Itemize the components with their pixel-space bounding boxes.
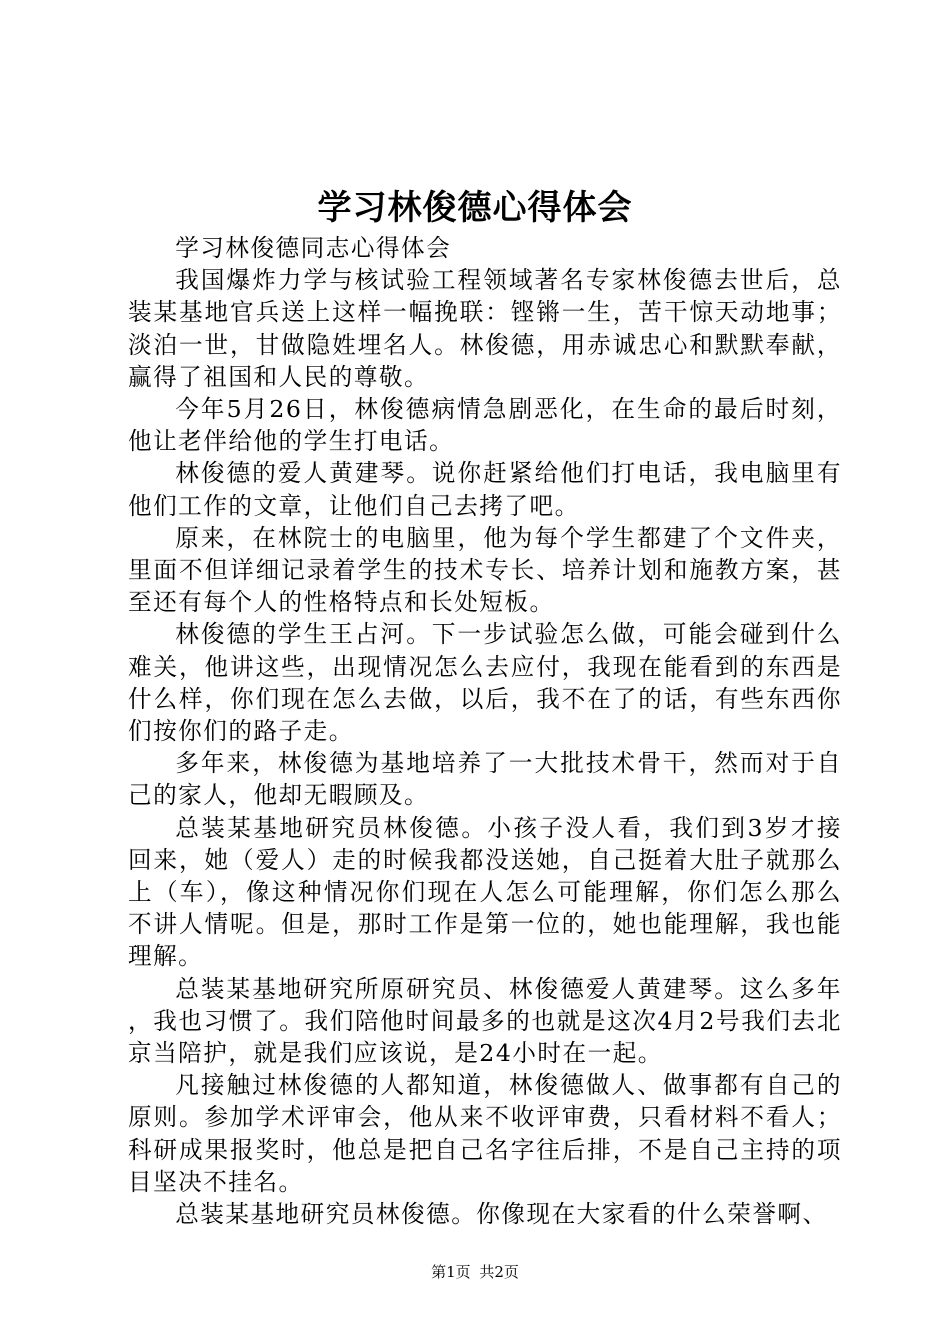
body-paragraph: 总装某基地研究员林俊德。你像现在大家看的什么荣誉啊、 xyxy=(175,1200,828,1229)
body-paragraph: 林俊德的爱人黄建琴。说你赶紧给他们打电话，我电脑里有他们工作的文章，让他们自己去拷了吧。 xyxy=(128,459,842,520)
body-paragraph: 林俊德的学生王占河。下一步试验怎么做，可能会碰到什么难关，他讲这些，出现情况怎么去应付，我现在能看到的东西是什么样，你们现在怎么去做，以后，我不在了的话，有些东西你们按你们的路子走。 xyxy=(128,620,842,746)
body-paragraph: 今年5月26日，林俊德病情急剧恶化，在生命的最后时刻，他让老伴给他的学生打电话。 xyxy=(128,395,842,456)
page-total: 共2页 xyxy=(479,1263,519,1281)
body-paragraph: 凡接触过林俊德的人都知道，林俊德做人、做事都有自己的原则。参加学术评审会，他从来不收评审费，只看材料不看人；科研成果报奖时，他总是把自己名字往后排，不是自己主持的项目坚决不挂名。 xyxy=(128,1071,842,1196)
body-paragraph: 总装某基地研究所原研究员、林俊德爱人黄建琴。这么多年，我也习惯了。我们陪他时间最多的也就是这次4月2号我们去北京当陪护，就是我们应该说，是24小时在一起。 xyxy=(128,974,842,1068)
body-paragraph: 总装某基地研究员林俊德。小孩子没人看，我们到3岁才接回来，她（爱人）走的时候我都没送她，自己挺着大肚子就那么上（车），像这种情况你们现在人怎么可能理解，你们怎么那么不讲人情呢。但是，那时工作是第一位的，她也能理解，我也能理解。 xyxy=(128,813,842,971)
body-paragraph: 我国爆炸力学与核试验工程领域著名专家林俊德去世后，总装某基地官兵送上这样一幅挽联：铿锵一生，苦干惊天动地事；淡泊一世，甘做隐姓埋名人。林俊德，用赤诚忠心和默默奉献，赢得了祖国和人民的尊敬。 xyxy=(128,266,842,391)
body-paragraph: 多年来，林俊德为基地培养了一大批技术骨干，然而对于自己的家人，他却无暇顾及。 xyxy=(128,749,842,810)
document-body xyxy=(128,232,842,1230)
document-title: 学习林俊德心得体会 xyxy=(317,188,633,228)
body-paragraph: 原来，在林院士的电脑里，他为每个学生都建了个文件夹，里面不但详细记录着学生的技术专长、培养计划和施教方案，甚至还有每个人的性格特点和长处短板。 xyxy=(128,523,842,617)
page-number: 第1页 xyxy=(431,1263,471,1281)
page-footer xyxy=(0,1262,950,1282)
subtitle-paragraph: 学习林俊德同志心得体会 xyxy=(175,234,452,262)
